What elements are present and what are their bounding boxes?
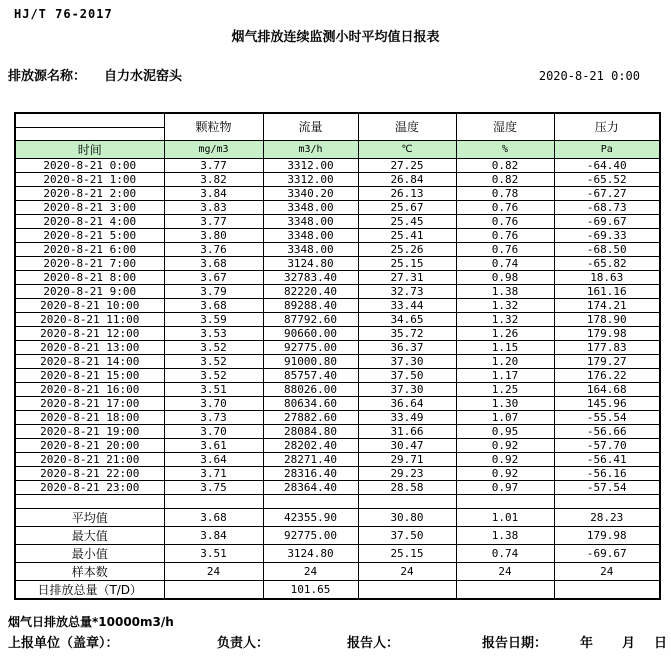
value-cell: 3.77 (164, 158, 263, 172)
month-label: 月 (622, 636, 636, 651)
value-cell: 178.90 (554, 312, 660, 326)
value-cell: 179.98 (554, 526, 660, 544)
value-cell: 3.52 (164, 340, 263, 354)
table-row (15, 158, 660, 172)
value-cell: 26.13 (358, 186, 456, 200)
value-cell: -57.70 (554, 438, 660, 452)
time-cell: 2020-8-21 7:00 (15, 256, 164, 270)
value-cell: 36.64 (358, 396, 456, 410)
value-cell (456, 580, 554, 599)
value-cell: 80634.60 (263, 396, 358, 410)
table-row (15, 562, 660, 580)
value-cell: -65.82 (554, 256, 660, 270)
time-cell: 2020-8-21 14:00 (15, 354, 164, 368)
value-cell: 3.80 (164, 228, 263, 242)
time-column-header: 时间 (15, 140, 164, 158)
value-cell: 3.51 (164, 382, 263, 396)
value-cell: 25.15 (358, 544, 456, 562)
hourly-rows (15, 158, 660, 494)
unit-temperature: ℃ (358, 140, 456, 158)
table-row (15, 326, 660, 340)
table-row (15, 580, 660, 599)
value-cell: 32.73 (358, 284, 456, 298)
value-cell: 28316.40 (263, 466, 358, 480)
summary-label-cell: 最小值 (15, 544, 164, 562)
time-cell: 2020-8-21 20:00 (15, 438, 164, 452)
value-cell: 3.84 (164, 186, 263, 200)
value-cell: 88026.00 (263, 382, 358, 396)
value-cell: 36.37 (358, 340, 456, 354)
col-header-temperature: 温度 (358, 113, 456, 140)
value-cell: 101.65 (263, 580, 358, 599)
value-cell: -69.33 (554, 228, 660, 242)
value-cell: 0.76 (456, 200, 554, 214)
table-row (15, 544, 660, 562)
table-header (15, 113, 660, 158)
reporter-label: 报告人： (347, 636, 400, 651)
value-cell: 25.67 (358, 200, 456, 214)
standard-code: HJ/T 76-2017 (14, 7, 113, 21)
table-row (15, 172, 660, 186)
table-row (15, 410, 660, 424)
value-cell: 3312.00 (263, 158, 358, 172)
value-cell: -69.67 (554, 544, 660, 562)
unit-row (15, 140, 660, 158)
reporting-unit-label: 上报单位（盖章）： (8, 636, 119, 651)
value-cell: 3.79 (164, 284, 263, 298)
value-cell: 31.66 (358, 424, 456, 438)
emission-source (8, 65, 182, 84)
value-cell: 30.47 (358, 438, 456, 452)
value-cell: 90660.00 (263, 326, 358, 340)
time-cell: 2020-8-21 11:00 (15, 312, 164, 326)
value-cell: 3.68 (164, 508, 263, 526)
value-cell: 30.80 (358, 508, 456, 526)
value-cell: 28.58 (358, 480, 456, 494)
value-cell: 25.41 (358, 228, 456, 242)
value-cell: 0.74 (456, 256, 554, 270)
unit-pressure: Pa (554, 140, 660, 158)
value-cell: 85757.40 (263, 368, 358, 382)
value-cell: 91000.80 (263, 354, 358, 368)
summary-rows (15, 508, 660, 599)
value-cell: 3.71 (164, 466, 263, 480)
value-cell: 3.61 (164, 438, 263, 452)
value-cell: 1.32 (456, 298, 554, 312)
value-cell: 37.50 (358, 526, 456, 544)
table-row (15, 214, 660, 228)
value-cell: 1.17 (456, 368, 554, 382)
value-cell: 18.63 (554, 270, 660, 284)
col-header-flow: 流量 (263, 113, 358, 140)
page-title: 烟气排放连续监测小时平均值日报表 (231, 30, 440, 45)
pollutant-name-row (15, 113, 660, 140)
value-cell: 26.84 (358, 172, 456, 186)
time-cell: 2020-8-21 15:00 (15, 368, 164, 382)
time-cell: 2020-8-21 5:00 (15, 228, 164, 242)
value-cell: 28202.40 (263, 438, 358, 452)
value-cell: 1.07 (456, 410, 554, 424)
value-cell: 3.53 (164, 326, 263, 340)
value-cell: 28271.40 (263, 452, 358, 466)
report-date-label: 报告日期： (482, 636, 548, 651)
value-cell: 89288.40 (263, 298, 358, 312)
spacer-cell (164, 494, 263, 508)
time-cell: 2020-8-21 2:00 (15, 186, 164, 200)
table-row (15, 312, 660, 326)
summary-label-cell: 样本数 (15, 562, 164, 580)
time-cell: 2020-8-21 16:00 (15, 382, 164, 396)
meta-row (8, 65, 640, 84)
table-row (15, 526, 660, 544)
value-cell: 0.82 (456, 158, 554, 172)
time-cell: 2020-8-21 13:00 (15, 340, 164, 354)
table-row (15, 228, 660, 242)
value-cell: 0.92 (456, 438, 554, 452)
value-cell: 3348.00 (263, 214, 358, 228)
table-row (15, 466, 660, 480)
time-cell: 2020-8-21 12:00 (15, 326, 164, 340)
value-cell: 3.76 (164, 242, 263, 256)
value-cell: 3.68 (164, 256, 263, 270)
spacer-cell (263, 494, 358, 508)
value-cell: 3.70 (164, 424, 263, 438)
value-cell: 164.68 (554, 382, 660, 396)
value-cell: 24 (554, 562, 660, 580)
spacer-cell (15, 494, 164, 508)
value-cell: 25.26 (358, 242, 456, 256)
value-cell: 3340.20 (263, 186, 358, 200)
table-row (15, 256, 660, 270)
value-cell: 34.65 (358, 312, 456, 326)
value-cell: 0.82 (456, 172, 554, 186)
value-cell: 1.38 (456, 284, 554, 298)
value-cell: 0.74 (456, 544, 554, 562)
table-row (15, 452, 660, 466)
value-cell: 29.71 (358, 452, 456, 466)
corner-divider-line (15, 127, 164, 128)
table-row (15, 298, 660, 312)
value-cell: 82220.40 (263, 284, 358, 298)
value-cell: 3348.00 (263, 228, 358, 242)
value-cell: 0.97 (456, 480, 554, 494)
value-cell: 3.52 (164, 354, 263, 368)
value-cell (554, 580, 660, 599)
unit-particulate: mg/m3 (164, 140, 263, 158)
time-cell: 2020-8-21 23:00 (15, 480, 164, 494)
time-cell: 2020-8-21 9:00 (15, 284, 164, 298)
value-cell: 1.01 (456, 508, 554, 526)
value-cell: 179.27 (554, 354, 660, 368)
col-header-particulate: 颗粒物 (164, 113, 263, 140)
day-label: 日 (654, 636, 668, 651)
value-cell: 92775.00 (263, 340, 358, 354)
value-cell (164, 580, 263, 599)
time-cell: 2020-8-21 4:00 (15, 214, 164, 228)
table-row (15, 438, 660, 452)
value-cell: 3348.00 (263, 200, 358, 214)
value-cell: 37.50 (358, 368, 456, 382)
value-cell: 24 (358, 562, 456, 580)
value-cell: 3.73 (164, 410, 263, 424)
value-cell: 3.59 (164, 312, 263, 326)
time-cell: 2020-8-21 17:00 (15, 396, 164, 410)
value-cell: 176.22 (554, 368, 660, 382)
value-cell: 3124.80 (263, 256, 358, 270)
value-cell (358, 580, 456, 599)
value-cell: 1.15 (456, 340, 554, 354)
value-cell: -65.52 (554, 172, 660, 186)
col-header-humidity: 湿度 (456, 113, 554, 140)
value-cell: 35.72 (358, 326, 456, 340)
value-cell: -67.27 (554, 186, 660, 200)
spacer-section (15, 494, 660, 508)
value-cell: 3124.80 (263, 544, 358, 562)
corner-cell (15, 113, 164, 140)
value-cell: -55.54 (554, 410, 660, 424)
value-cell: -57.54 (554, 480, 660, 494)
table-row (15, 480, 660, 494)
value-cell: -56.41 (554, 452, 660, 466)
time-cell: 2020-8-21 3:00 (15, 200, 164, 214)
value-cell: -56.66 (554, 424, 660, 438)
value-cell: 25.45 (358, 214, 456, 228)
time-cell: 2020-8-21 1:00 (15, 172, 164, 186)
table-row (15, 242, 660, 256)
monitoring-report-table (14, 112, 661, 600)
value-cell: 1.25 (456, 382, 554, 396)
signature-row (0, 632, 671, 651)
value-cell: 3312.00 (263, 172, 358, 186)
time-cell: 2020-8-21 0:00 (15, 158, 164, 172)
value-cell: -68.50 (554, 242, 660, 256)
value-cell: 1.20 (456, 354, 554, 368)
value-cell: 3.70 (164, 396, 263, 410)
value-cell: 24 (164, 562, 263, 580)
table-row (15, 382, 660, 396)
spacer-cell (554, 494, 660, 508)
value-cell: 29.23 (358, 466, 456, 480)
value-cell: 0.76 (456, 214, 554, 228)
value-cell: -69.67 (554, 214, 660, 228)
value-cell: 3.75 (164, 480, 263, 494)
value-cell: 28364.40 (263, 480, 358, 494)
spacer-row (15, 494, 660, 508)
summary-label-cell: 日排放总量（T/D） (15, 580, 164, 599)
value-cell: 3.83 (164, 200, 263, 214)
value-cell: 87792.60 (263, 312, 358, 326)
value-cell: 28084.80 (263, 424, 358, 438)
value-cell: 3348.00 (263, 242, 358, 256)
table-row (15, 508, 660, 526)
source-label: 排放源名称： (8, 69, 87, 84)
value-cell: 1.32 (456, 312, 554, 326)
value-cell: 0.76 (456, 242, 554, 256)
value-cell: 24 (263, 562, 358, 580)
value-cell: 27.31 (358, 270, 456, 284)
responsible-person-label: 负责人： (217, 636, 270, 651)
time-cell: 2020-8-21 22:00 (15, 466, 164, 480)
spacer-cell (456, 494, 554, 508)
time-cell: 2020-8-21 6:00 (15, 242, 164, 256)
value-cell: 24 (456, 562, 554, 580)
source-name: 自力水泥窑头 (104, 69, 183, 84)
col-header-pressure: 压力 (554, 113, 660, 140)
table-row (15, 340, 660, 354)
report-time: 2020-8-21 0:00 (538, 69, 640, 83)
time-cell: 2020-8-21 21:00 (15, 452, 164, 466)
spacer-cell (358, 494, 456, 508)
value-cell: -68.73 (554, 200, 660, 214)
time-cell: 2020-8-21 18:00 (15, 410, 164, 424)
summary-label-cell: 平均值 (15, 508, 164, 526)
value-cell: 174.21 (554, 298, 660, 312)
table-row (15, 270, 660, 284)
daily-total-note: 烟气日排放总量*10000m3/h (8, 615, 174, 629)
value-cell: 27.25 (358, 158, 456, 172)
value-cell: 3.84 (164, 526, 263, 544)
value-cell: 25.15 (358, 256, 456, 270)
value-cell: 28.23 (554, 508, 660, 526)
value-cell: 33.49 (358, 410, 456, 424)
value-cell: 37.30 (358, 354, 456, 368)
value-cell: 3.68 (164, 298, 263, 312)
value-cell: 42355.90 (263, 508, 358, 526)
value-cell: -64.40 (554, 158, 660, 172)
value-cell: 0.98 (456, 270, 554, 284)
table-row (15, 424, 660, 438)
unit-humidity: % (456, 140, 554, 158)
value-cell: 37.30 (358, 382, 456, 396)
value-cell: 0.92 (456, 466, 554, 480)
value-cell: 1.26 (456, 326, 554, 340)
time-cell: 2020-8-21 19:00 (15, 424, 164, 438)
table-row (15, 354, 660, 368)
table-row (15, 186, 660, 200)
value-cell: 92775.00 (263, 526, 358, 544)
value-cell: 33.44 (358, 298, 456, 312)
value-cell: 27882.60 (263, 410, 358, 424)
value-cell: 0.95 (456, 424, 554, 438)
value-cell: 1.30 (456, 396, 554, 410)
value-cell: 179.98 (554, 326, 660, 340)
unit-flow: m3/h (263, 140, 358, 158)
value-cell: 177.83 (554, 340, 660, 354)
value-cell: 3.77 (164, 214, 263, 228)
table-row (15, 396, 660, 410)
value-cell: 3.51 (164, 544, 263, 562)
value-cell: 1.38 (456, 526, 554, 544)
value-cell: 0.76 (456, 228, 554, 242)
value-cell: 3.64 (164, 452, 263, 466)
value-cell: 0.92 (456, 452, 554, 466)
summary-label-cell: 最大值 (15, 526, 164, 544)
value-cell: 161.16 (554, 284, 660, 298)
value-cell: 32783.40 (263, 270, 358, 284)
value-cell: 3.67 (164, 270, 263, 284)
year-label: 年 (580, 636, 594, 651)
value-cell: 0.78 (456, 186, 554, 200)
value-cell: 3.82 (164, 172, 263, 186)
time-cell: 2020-8-21 10:00 (15, 298, 164, 312)
value-cell: 145.96 (554, 396, 660, 410)
value-cell: 3.52 (164, 368, 263, 382)
value-cell: -56.16 (554, 466, 660, 480)
time-cell: 2020-8-21 8:00 (15, 270, 164, 284)
table-row (15, 284, 660, 298)
table-row (15, 368, 660, 382)
table-row (15, 200, 660, 214)
